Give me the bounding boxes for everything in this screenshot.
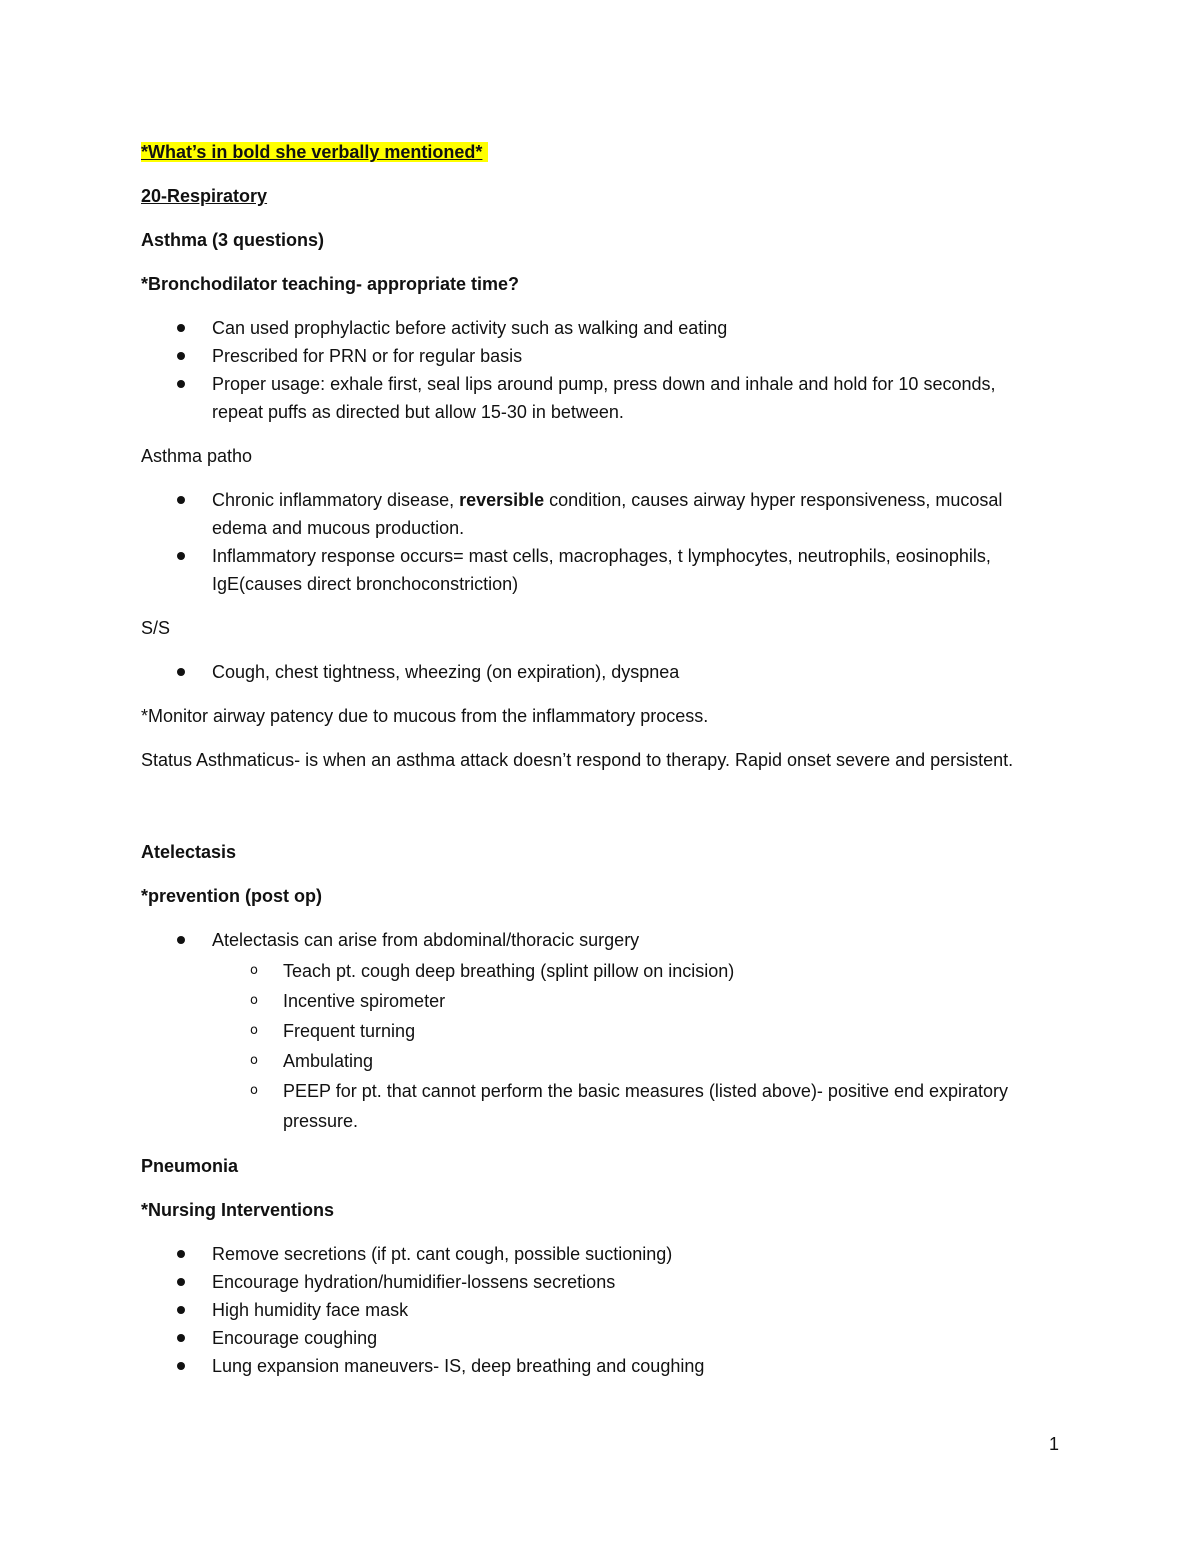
bullet-icon: [177, 496, 185, 504]
header-note-line: [141, 138, 1021, 166]
pneumonia-heading: Pneumonia: [141, 1156, 239, 1176]
status-asthmaticus-note: Status Asthmaticus- is when an asthma attack doesn’t respond to therapy. Rapid onset severe and persistent.: [141, 750, 1014, 770]
page-number: 1: [1048, 1434, 1059, 1454]
circle-bullet-icon: o: [250, 1053, 258, 1068]
monitor-note: *Monitor airway patency due to mucous from the inflammatory process.: [141, 706, 709, 726]
list-item: Atelectasis can arise from abdominal/thoracic surgery o Teach pt. cough deep breathing (splint pillow on incision) o Incentive spirometer o Frequent turning o Ambulating o PEEP for pt. that cannot perform the basic measures (listed above)- positive end expiratory pressure.: [141, 926, 1021, 1136]
list-item: Can used prophylactic before activity such as walking and eating: [141, 314, 1021, 342]
sub-list-item: o PEEP for pt. that cannot perform the basic measures (listed above)- positive end expiratory pressure.: [212, 1076, 1021, 1136]
list-item: Encourage hydration/humidifier-lossens secretions: [141, 1268, 1021, 1296]
document-body: [141, 138, 1021, 1396]
bullet-icon: [177, 1250, 185, 1258]
list-item: Inflammatory response occurs= mast cells, macrophages, t lymphocytes, neutrophils, eosinophils, IgE(causes direct bronchoconstriction): [141, 542, 1021, 598]
asthma-heading: Asthma (3 questions): [141, 230, 325, 250]
list-item: Chronic inflammatory disease, reversible condition, causes airway hyper responsiveness, mucosal edema and mucous production.: [141, 486, 1021, 542]
bullet-icon: [177, 324, 185, 332]
sub-list-item: o Teach pt. cough deep breathing (splint pillow on incision): [212, 956, 1021, 986]
bullet-icon: [177, 380, 185, 388]
sub-list-item: o Ambulating: [212, 1046, 1021, 1076]
list-item: Lung expansion maneuvers- IS, deep breathing and coughing: [141, 1352, 1021, 1380]
circle-bullet-icon: o: [250, 1023, 258, 1038]
list-item: Proper usage: exhale first, seal lips around pump, press down and inhale and hold for 10 seconds, repeat puffs as directed but allow 15-30 in between.: [141, 370, 1021, 426]
list-item: Prescribed for PRN or for regular basis: [141, 342, 1021, 370]
bullet-icon: [177, 1334, 185, 1342]
bronchodilator-heading: *Bronchodilator teaching- appropriate time?: [141, 274, 520, 294]
blank-gap: [141, 790, 1021, 838]
bullet-icon: [177, 668, 185, 676]
asthma-patho-heading: Asthma patho: [141, 446, 253, 466]
bronchodilator-list: [141, 314, 1021, 426]
sub-list-item: o Frequent turning: [212, 1016, 1021, 1046]
section-title: 20-Respiratory: [141, 186, 268, 206]
circle-bullet-icon: o: [250, 963, 258, 978]
atelectasis-sub-list: [212, 956, 1021, 1136]
circle-bullet-icon: o: [250, 1083, 258, 1098]
bullet-icon: [177, 1278, 185, 1286]
nursing-interventions-heading: *Nursing Interventions: [141, 1200, 335, 1220]
asthma-patho-list: [141, 486, 1021, 598]
signs-symptoms-list: [141, 658, 1021, 686]
signs-symptoms-heading: S/S: [141, 618, 171, 638]
atelectasis-heading: Atelectasis: [141, 842, 237, 862]
bullet-icon: [177, 552, 185, 560]
pneumonia-list: [141, 1240, 1021, 1380]
bullet-icon: [177, 936, 185, 944]
highlighted-note: *What’s in bold she verbally mentioned*: [141, 142, 488, 162]
bullet-icon: [177, 352, 185, 360]
atelectasis-list: [141, 926, 1021, 1136]
bullet-icon: [177, 1306, 185, 1314]
list-item: High humidity face mask: [141, 1296, 1021, 1324]
circle-bullet-icon: o: [250, 993, 258, 1008]
list-item: Remove secretions (if pt. cant cough, possible suctioning): [141, 1240, 1021, 1268]
list-item: Cough, chest tightness, wheezing (on expiration), dyspnea: [141, 658, 1021, 686]
list-item: Encourage coughing: [141, 1324, 1021, 1352]
bullet-icon: [177, 1362, 185, 1370]
sub-list-item: o Incentive spirometer: [212, 986, 1021, 1016]
prevention-heading: *prevention (post op): [141, 886, 322, 906]
